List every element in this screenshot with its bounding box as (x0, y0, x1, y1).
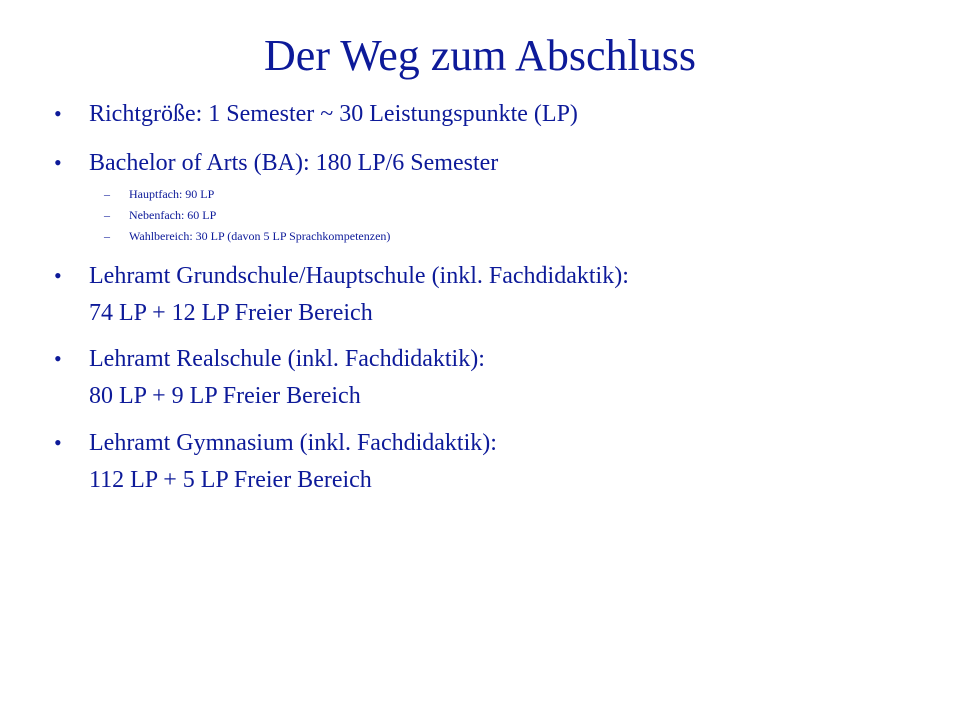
sub-item-text: Hauptfach: 90 LP (129, 187, 215, 201)
sub-marker: – (104, 229, 110, 243)
bullet-text-line-1: Lehramt Grundschule/Hauptschule (inkl. Fachdidaktik): (89, 263, 629, 289)
bullet-text-line-2: 112 LP + 5 LP Freier Bereich (89, 467, 372, 493)
bullet-text-line-2: 80 LP + 9 LP Freier Bereich (89, 383, 361, 409)
bullet-text-line-1: Lehramt Realschule (inkl. Fachdidaktik): (89, 346, 485, 372)
sub-item-text: Nebenfach: 60 LP (129, 208, 217, 222)
bullet-text-line-2: 74 LP + 12 LP Freier Bereich (89, 300, 373, 326)
bullet-marker: • (54, 150, 62, 175)
bullet-text-line-1: Lehramt Gymnasium (inkl. Fachdidaktik): (89, 430, 497, 456)
bullet-text: Bachelor of Arts (BA): 180 LP/6 Semester (89, 150, 499, 176)
slide-title: Der Weg zum Abschluss (264, 31, 696, 80)
bullet-text: Richtgröße: 1 Semester ~ 30 Leistungspunkte (LP) (89, 101, 578, 127)
bullet-marker: • (54, 346, 62, 371)
sub-marker: – (104, 187, 110, 201)
sub-marker: – (104, 208, 110, 222)
bullet-marker: • (54, 101, 62, 126)
bullet-marker: • (54, 263, 62, 288)
bullet-marker: • (54, 430, 62, 455)
sub-item-text: Wahlbereich: 30 LP (davon 5 LP Sprachkompetenzen) (129, 229, 391, 243)
